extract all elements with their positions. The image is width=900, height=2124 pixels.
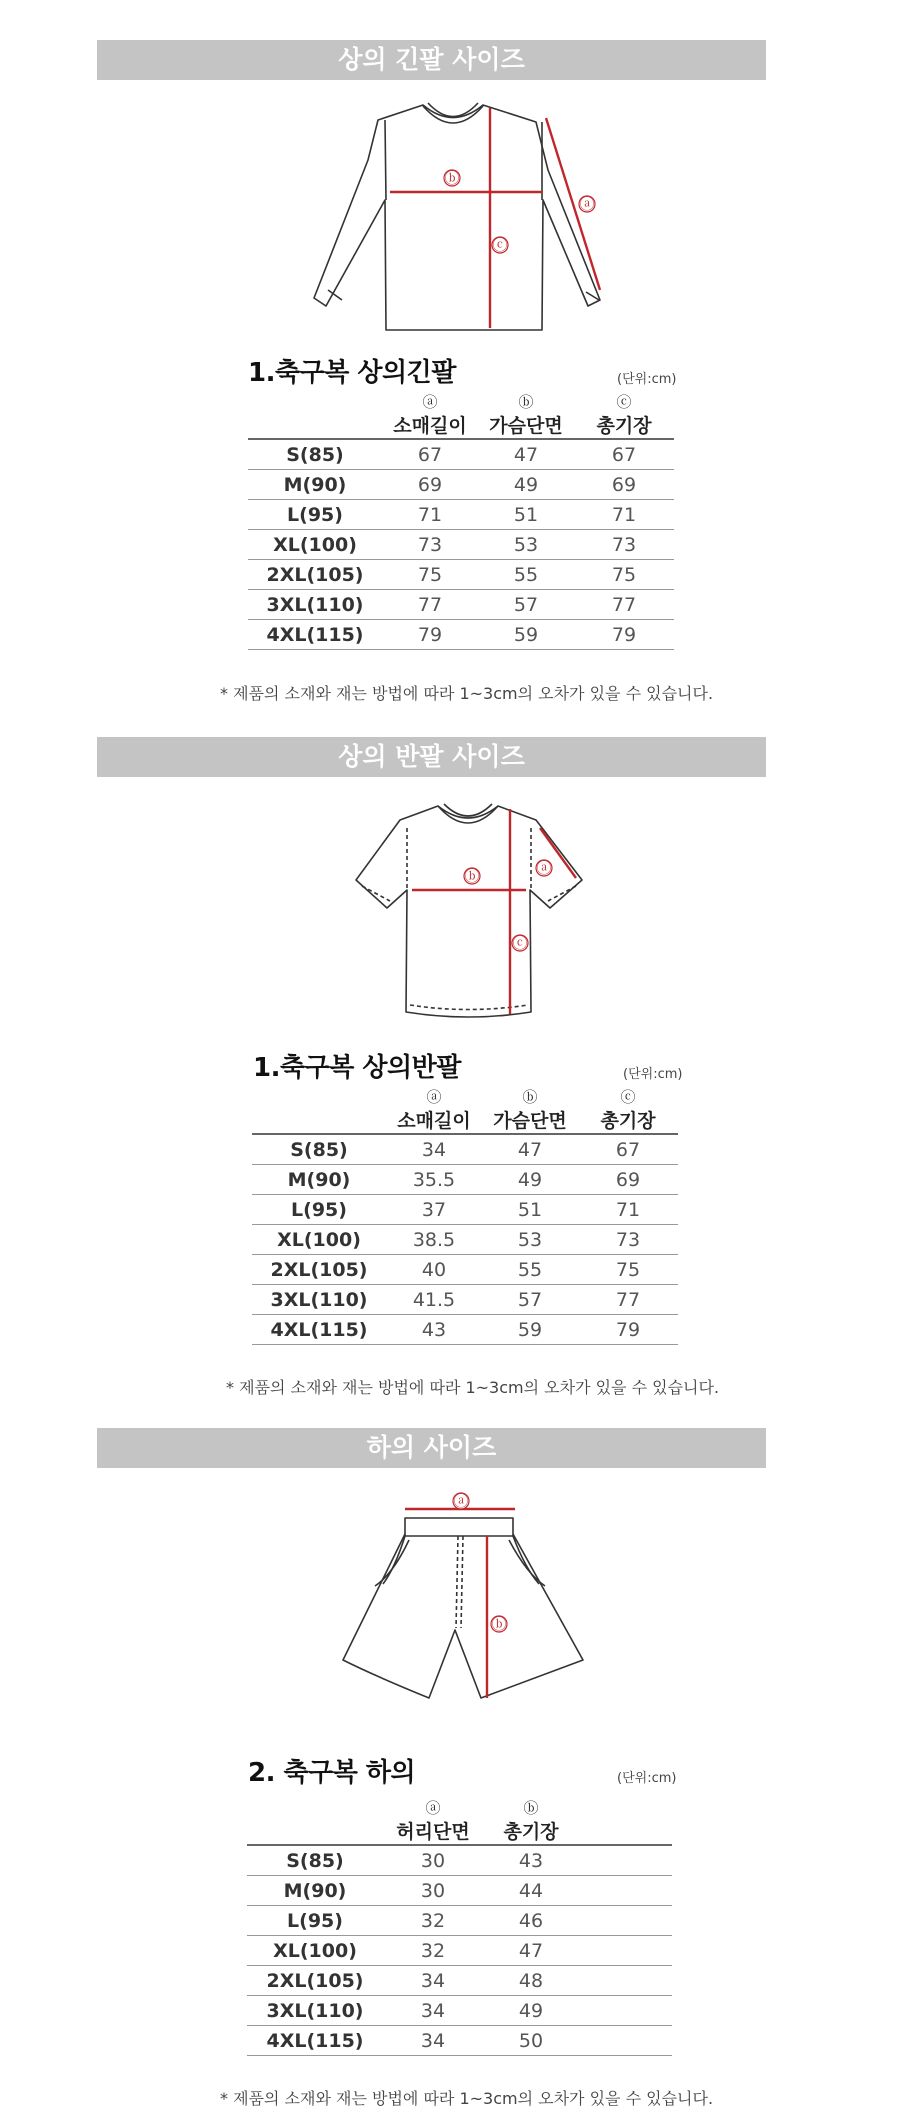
figure-mark-c: ⓒ	[492, 236, 508, 254]
size-label: 3XL(110)	[248, 590, 382, 620]
figure-mark-a: ⓐ	[579, 195, 595, 213]
size-label: XL(100)	[248, 530, 382, 560]
table-title: 2. 축구복 하의	[248, 1758, 416, 1788]
measurement-value: 48	[483, 1966, 579, 1996]
size-label: M(90)	[247, 1876, 383, 1906]
measurement-value: 34	[386, 1134, 482, 1165]
measurement-value: 79	[574, 620, 674, 650]
measurement-value: 51	[478, 500, 574, 530]
measurement-value: 32	[383, 1906, 483, 1936]
table-row	[247, 1876, 672, 1906]
measurement-value: 69	[382, 470, 478, 500]
short-sleeve-shirt-icon	[350, 800, 590, 1030]
table-title: 1.축구복 상의긴팔	[248, 358, 456, 388]
measurement-value: 43	[386, 1315, 482, 1345]
empty-cell	[579, 1966, 672, 1996]
size-table	[252, 1083, 678, 1345]
measurement-value: 49	[482, 1165, 578, 1195]
table-row	[247, 2026, 672, 2056]
size-table	[248, 388, 674, 650]
measurement-value: 75	[574, 560, 674, 590]
measurement-note: * 제품의 소재와 재는 방법에 따라 1~3cm의 오차가 있을 수 있습니다.	[220, 684, 714, 703]
shorts-icon	[335, 1488, 595, 1718]
size-label: M(90)	[252, 1165, 386, 1195]
column-header: ⓐ 소매길이	[386, 1083, 482, 1134]
size-label: XL(100)	[247, 1936, 383, 1966]
measurement-value: 59	[478, 620, 574, 650]
measurement-value: 55	[482, 1255, 578, 1285]
table-row	[252, 1195, 678, 1225]
measurement-value: 47	[483, 1936, 579, 1966]
measurement-value: 53	[478, 530, 574, 560]
measurement-value: 59	[482, 1315, 578, 1345]
size-label: 2XL(105)	[247, 1966, 383, 1996]
size-label: 3XL(110)	[252, 1285, 386, 1315]
column-header-size	[252, 1083, 386, 1134]
column-header: ⓐ 허리단면	[383, 1794, 483, 1845]
measurement-value: 40	[386, 1255, 482, 1285]
measurement-value: 75	[382, 560, 478, 590]
measurement-value: 73	[578, 1225, 678, 1255]
section-heading: 하의 사이즈	[97, 1428, 766, 1468]
long-sleeve-shirt-icon	[310, 100, 610, 340]
size-label: 4XL(115)	[252, 1315, 386, 1345]
measurement-value: 71	[578, 1195, 678, 1225]
size-label: L(95)	[247, 1906, 383, 1936]
empty-cell	[579, 2026, 672, 2056]
measurement-value: 53	[482, 1225, 578, 1255]
measurement-value: 67	[574, 439, 674, 470]
table-row	[248, 590, 674, 620]
measurement-value: 73	[382, 530, 478, 560]
measurement-note: * 제품의 소재와 재는 방법에 따라 1~3cm의 오차가 있을 수 있습니다.	[226, 1378, 720, 1397]
measurement-note: * 제품의 소재와 재는 방법에 따라 1~3cm의 오차가 있을 수 있습니다.	[220, 2089, 714, 2108]
measurement-value: 77	[578, 1285, 678, 1315]
measurement-value: 50	[483, 2026, 579, 2056]
column-header: ⓑ 가슴단면	[478, 388, 574, 439]
size-label: S(85)	[247, 1845, 383, 1876]
measurement-value: 57	[478, 590, 574, 620]
column-header: ⓒ 총기장	[578, 1083, 678, 1134]
measurement-value: 79	[382, 620, 478, 650]
section-heading: 상의 반팔 사이즈	[97, 737, 766, 777]
measurement-value: 35.5	[386, 1165, 482, 1195]
column-header: ⓑ 총기장	[483, 1794, 579, 1845]
figure-mark-a: ⓐ	[453, 1492, 469, 1510]
size-label: S(85)	[252, 1134, 386, 1165]
table-row	[247, 1906, 672, 1936]
measurement-value: 57	[482, 1285, 578, 1315]
table-title: 1.축구복 상의반팔	[253, 1053, 461, 1083]
size-label: 3XL(110)	[247, 1996, 383, 2026]
table-row	[252, 1225, 678, 1255]
measurement-value: 46	[483, 1906, 579, 1936]
empty-cell	[579, 1906, 672, 1936]
table-row	[248, 439, 674, 470]
column-header-size	[247, 1794, 383, 1845]
measurement-value: 77	[382, 590, 478, 620]
size-label: 2XL(105)	[252, 1255, 386, 1285]
table-row	[252, 1165, 678, 1195]
measurement-value: 34	[383, 1996, 483, 2026]
table-row	[248, 470, 674, 500]
unit-label: (단위:cm)	[617, 1771, 677, 1786]
column-header: ⓒ 총기장	[574, 388, 674, 439]
column-header-size	[248, 388, 382, 439]
table-row	[247, 1845, 672, 1876]
empty-cell	[579, 1845, 672, 1876]
size-table	[247, 1794, 672, 2056]
measurement-value: 67	[578, 1134, 678, 1165]
measurement-value: 34	[383, 1966, 483, 1996]
column-header-empty	[579, 1794, 672, 1845]
measurement-value: 75	[578, 1255, 678, 1285]
measurement-value: 32	[383, 1936, 483, 1966]
measurement-value: 49	[478, 470, 574, 500]
column-header: ⓐ 소매길이	[382, 388, 478, 439]
measurement-value: 71	[382, 500, 478, 530]
column-header: ⓑ 가슴단면	[482, 1083, 578, 1134]
measurement-value: 30	[383, 1845, 483, 1876]
size-label: 2XL(105)	[248, 560, 382, 590]
empty-cell	[579, 1936, 672, 1966]
table-row	[252, 1134, 678, 1165]
table-row	[248, 500, 674, 530]
size-label: 4XL(115)	[248, 620, 382, 650]
empty-cell	[579, 1996, 672, 2026]
size-label: S(85)	[248, 439, 382, 470]
table-row	[252, 1315, 678, 1345]
measurement-value: 38.5	[386, 1225, 482, 1255]
size-label: L(95)	[252, 1195, 386, 1225]
measurement-value: 47	[478, 439, 574, 470]
table-row	[247, 1996, 672, 2026]
unit-label: (단위:cm)	[617, 372, 677, 387]
section-heading: 상의 긴팔 사이즈	[97, 40, 766, 80]
measurement-value: 55	[478, 560, 574, 590]
measurement-value: 73	[574, 530, 674, 560]
measurement-value: 30	[383, 1876, 483, 1906]
measurement-value: 44	[483, 1876, 579, 1906]
measurement-value: 47	[482, 1134, 578, 1165]
measurement-value: 51	[482, 1195, 578, 1225]
measurement-value: 77	[574, 590, 674, 620]
figure-mark-b: ⓑ	[491, 1615, 507, 1633]
measurement-value: 69	[574, 470, 674, 500]
measurement-value: 49	[483, 1996, 579, 2026]
measurement-value: 41.5	[386, 1285, 482, 1315]
size-label: L(95)	[248, 500, 382, 530]
table-row	[248, 560, 674, 590]
measurement-value: 43	[483, 1845, 579, 1876]
measurement-value: 71	[574, 500, 674, 530]
figure-mark-c: ⓒ	[512, 934, 528, 952]
figure-mark-b: ⓑ	[444, 169, 460, 187]
table-row	[252, 1285, 678, 1315]
figure-mark-b: ⓑ	[464, 867, 480, 885]
table-row	[248, 530, 674, 560]
unit-label: (단위:cm)	[623, 1067, 683, 1082]
measurement-value: 67	[382, 439, 478, 470]
table-row	[252, 1255, 678, 1285]
empty-cell	[579, 1876, 672, 1906]
measurement-value: 79	[578, 1315, 678, 1345]
measurement-value: 37	[386, 1195, 482, 1225]
table-row	[248, 620, 674, 650]
table-row	[247, 1936, 672, 1966]
measurement-value: 69	[578, 1165, 678, 1195]
measurement-value: 34	[383, 2026, 483, 2056]
table-row	[247, 1966, 672, 1996]
size-label: XL(100)	[252, 1225, 386, 1255]
figure-mark-a: ⓐ	[536, 859, 552, 877]
size-label: 4XL(115)	[247, 2026, 383, 2056]
size-label: M(90)	[248, 470, 382, 500]
